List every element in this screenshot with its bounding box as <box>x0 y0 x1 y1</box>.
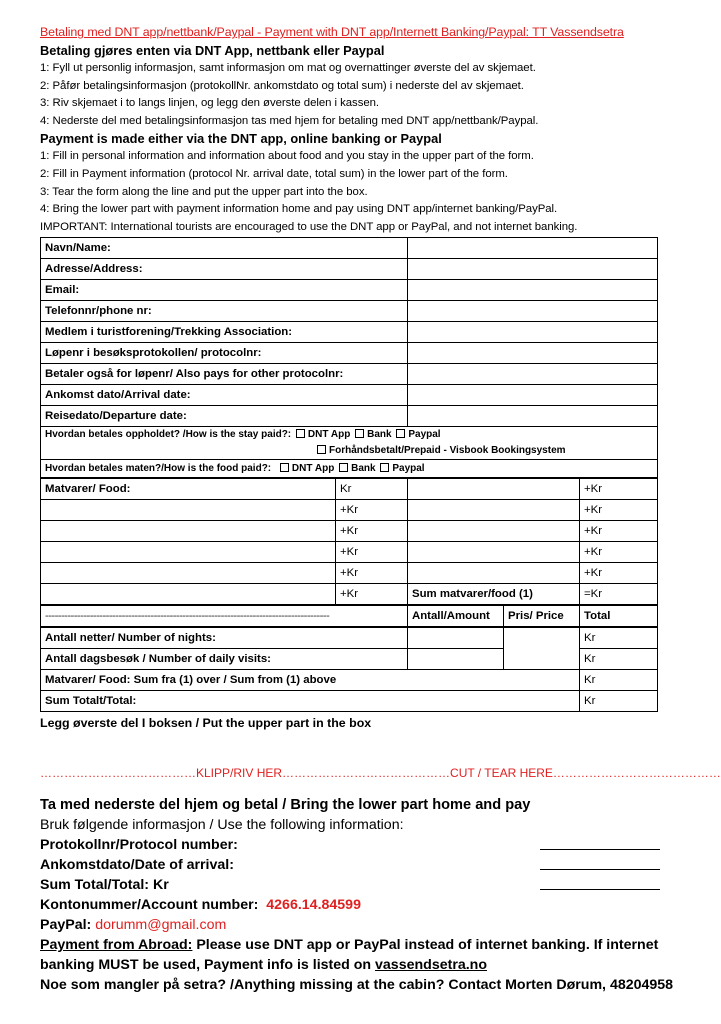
food-kr-cell[interactable]: Kr <box>336 478 408 500</box>
food-kr-cell[interactable]: +Kr <box>336 521 408 542</box>
food-sum-total-cell[interactable]: Kr <box>580 670 658 691</box>
food-item-field[interactable] <box>408 563 580 584</box>
food-item-field[interactable] <box>408 542 580 563</box>
phone-field[interactable] <box>408 301 658 322</box>
food-item-field[interactable] <box>408 521 580 542</box>
arrival-date-label: Ankomstdato/Date of arrival: <box>40 857 234 873</box>
norwegian-heading: Betaling gjøres enten via DNT App, nettbank eller Paypal <box>40 43 385 58</box>
stay-prepaid-label: Forhåndsbetalt/Prepaid - Visbook Bookingsystem <box>329 445 566 457</box>
lower-heading: Ta med nederste del hjem og betal / Bring the lower part home and pay <box>40 797 531 813</box>
stay-question: Hvordan betales oppholdet? /How is the stay paid?: <box>45 429 292 441</box>
lower-subheading <box>40 815 680 835</box>
norwegian-step: 1: Fyll ut personlig informasjon, samt informasjon om mat og overnattinger øverste del av skjemaet. <box>40 62 536 74</box>
food-kr-cell[interactable]: +Kr <box>580 478 658 500</box>
email-field[interactable] <box>408 280 658 301</box>
sum-food-value[interactable]: =Kr <box>580 584 658 606</box>
lower-part <box>40 795 680 995</box>
price-header: Pris/ Price <box>504 605 580 627</box>
nights-amount-field[interactable] <box>408 627 504 649</box>
arrival-date-line[interactable] <box>540 869 660 870</box>
norwegian-step: 2: Påfør betalingsinformasjon (protokollNr. ankomstdato og total sum) i nederste del av skjemaet. <box>40 79 524 92</box>
food-question: Hvordan betales maten?/How is the food paid?: <box>45 463 272 475</box>
phone-label: Telefonnr/phone nr: <box>41 301 408 322</box>
food-kr-cell[interactable]: +Kr <box>336 500 408 521</box>
contact-row: Noe som mangler på setra? /Anything missing at the cabin? Contact Morten Dørum, 48204958 <box>40 977 674 993</box>
stay-dnt-checkbox[interactable] <box>296 429 305 438</box>
paypal-label: PayPal: <box>40 917 92 933</box>
abroad-row-2 <box>40 955 680 975</box>
food-item-field[interactable] <box>408 478 580 500</box>
norwegian-step: 3: Riv skjemaet i to langs linjen, og legg den øverste delen i kassen. <box>40 97 380 110</box>
sum-total-cell[interactable]: Kr <box>580 691 658 712</box>
page-title: Betaling med DNT app/nettbank/Paypal - Payment with DNT app/Internett Banking/Paypal: TT Vassendsetra <box>40 25 624 39</box>
food-item-field[interactable] <box>41 563 336 584</box>
important-note: IMPORTANT: International tourists are encouraged to use the DNT app or PayPal, and not internet banking. <box>40 220 578 233</box>
account-label: Kontonummer/Account number: <box>40 897 259 913</box>
sum-row <box>40 875 680 895</box>
website-link[interactable]: vassendsetra.no <box>375 957 488 973</box>
total-header: Total <box>580 605 658 627</box>
stay-paypal-checkbox[interactable] <box>396 429 405 438</box>
other-protocol-field[interactable] <box>408 364 658 385</box>
food-kr-cell[interactable]: +Kr <box>336 584 408 606</box>
food-label: Matvarer/ Food: <box>41 478 336 500</box>
visits-total-cell[interactable]: Kr <box>580 649 658 670</box>
separator-dashes: ----------------------------------------------------------------------------------------- <box>41 605 408 627</box>
abroad-text-2: banking MUST be used, Payment info is listed on <box>40 957 376 973</box>
food-item-field[interactable] <box>41 500 336 521</box>
cut-line: …………………………………KLIPP/RIV HER……………………………………CUT / TEAR HERE…………………………………… <box>40 766 721 780</box>
other-protocol-label: Betaler også for løpenr/ Also pays for other protocolnr: <box>41 364 408 385</box>
departure-field[interactable] <box>408 406 658 427</box>
visits-label: Antall dagsbesøk / Number of daily visits: <box>41 649 408 670</box>
box-instruction: Legg øverste del I boksen / Put the upper part in the box <box>40 716 372 731</box>
protocol-number-label: Protokollnr/Protocol number: <box>40 837 238 853</box>
food-sum-label: Matvarer/ Food: Sum fra (1) over / Sum from (1) above <box>41 670 580 691</box>
sum-total-lower-label: Sum Total/Total: Kr <box>40 877 169 893</box>
account-row <box>40 895 680 915</box>
food-kr-cell[interactable]: +Kr <box>580 542 658 563</box>
food-kr-cell[interactable]: +Kr <box>580 521 658 542</box>
stay-option-label: DNT App <box>307 429 351 441</box>
email-label: Email: <box>41 280 408 301</box>
stay-prepaid-checkbox[interactable] <box>317 445 326 454</box>
departure-label: Reisedato/Departure date: <box>41 406 408 427</box>
english-step: 1: Fill in personal information and information about food and you stay in the upper part of the form. <box>40 150 534 163</box>
nights-label: Antall netter/ Number of nights: <box>41 627 408 649</box>
food-paypal-checkbox[interactable] <box>380 463 389 472</box>
food-payment-row <box>41 460 658 479</box>
food-option-label: Bank <box>351 463 376 475</box>
lower-sub-text: Bruk følgende informasjon / Use the following information: <box>40 817 404 833</box>
registration-form <box>40 237 658 712</box>
food-kr-cell[interactable]: +Kr <box>580 500 658 521</box>
name-label: Navn/Name: <box>41 238 408 259</box>
address-field[interactable] <box>408 259 658 280</box>
visits-amount-field[interactable] <box>408 649 504 670</box>
sum-total-label: Sum Totalt/Total: <box>41 691 580 712</box>
abroad-row <box>40 935 680 955</box>
arrival-label: Ankomst dato/Arrival date: <box>41 385 408 406</box>
stay-option-label: Bank <box>367 429 392 441</box>
paypal-row <box>40 915 680 935</box>
sum-food-label: Sum matvarer/food (1) <box>408 584 580 606</box>
protocol-number-line[interactable] <box>540 849 660 850</box>
membership-field[interactable] <box>408 322 658 343</box>
food-dnt-checkbox[interactable] <box>280 463 289 472</box>
price-field[interactable] <box>504 627 580 670</box>
membership-label: Medlem i turistforening/Trekking Association: <box>41 322 408 343</box>
name-field[interactable] <box>408 238 658 259</box>
account-number: 4266.14.84599 <box>266 897 361 913</box>
protocol-label: Løpenr i besøksprotokollen/ protocolnr: <box>41 343 408 364</box>
protocol-row <box>40 835 680 855</box>
arrival-field[interactable] <box>408 385 658 406</box>
arrival-row <box>40 855 680 875</box>
paypal-email[interactable]: dorumm@gmail.com <box>95 917 227 933</box>
stay-option-label: Paypal <box>408 429 441 441</box>
nights-total-cell[interactable]: Kr <box>580 627 658 649</box>
food-item-field[interactable] <box>408 500 580 521</box>
address-label: Adresse/Address: <box>41 259 408 280</box>
norwegian-step: 4: Nederste del med betalingsinformasjon tas med hjem for betaling med DNT app/nettbank/Paypal. <box>40 114 539 127</box>
abroad-text: Please use DNT app or PayPal instead of internet banking. If internet <box>192 937 659 953</box>
food-bank-checkbox[interactable] <box>339 463 348 472</box>
food-kr-cell[interactable]: +Kr <box>580 563 658 584</box>
amount-header: Antall/Amount <box>408 605 504 627</box>
protocol-field[interactable] <box>408 343 658 364</box>
english-step: 3: Tear the form along the line and put the upper part into the box. <box>40 185 368 198</box>
upper-form <box>40 22 658 734</box>
english-step: 4: Bring the lower part with payment information home and pay using DNT app/internet banking/PayPal. <box>40 203 558 216</box>
stay-payment-row <box>41 427 658 460</box>
english-step: 2: Fill in Payment information (protocol Nr. arrival date, total sum) in the lower part of the form. <box>40 167 508 180</box>
food-kr-cell[interactable]: +Kr <box>336 542 408 563</box>
english-heading: Payment is made either via the DNT app, online banking or Paypal <box>40 131 442 147</box>
stay-bank-checkbox[interactable] <box>355 429 364 438</box>
abroad-label: Payment from Abroad: <box>40 937 193 953</box>
food-item-field[interactable] <box>41 542 336 563</box>
food-item-field[interactable] <box>41 521 336 542</box>
food-kr-cell[interactable]: +Kr <box>336 563 408 584</box>
food-option-label: Paypal <box>392 463 425 475</box>
food-option-label: DNT App <box>291 463 335 475</box>
sum-total-line[interactable] <box>540 889 660 890</box>
food-item-field[interactable] <box>41 584 336 606</box>
